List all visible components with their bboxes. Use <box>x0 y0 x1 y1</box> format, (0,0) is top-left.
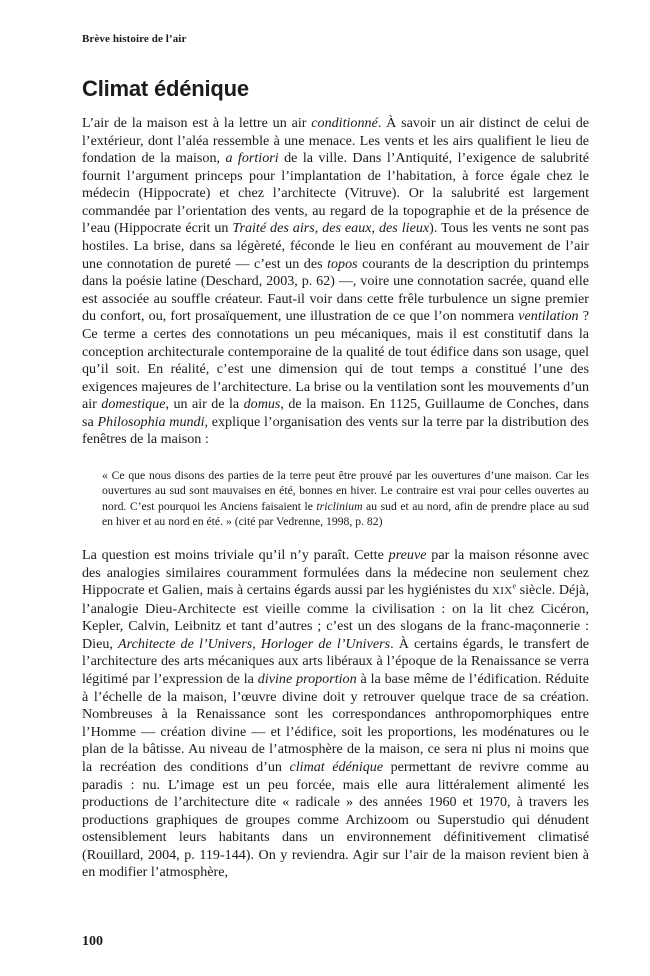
text-run: par la maison résonne avec des analogies similaires couramment formulées dans la médecine non seulement chez Hippocrate et Galien, mais à certains égards aussi par les hygiénistes du <box>82 547 590 599</box>
century-numeral: XIX <box>492 585 513 598</box>
text-run: , un air de la <box>165 396 244 413</box>
body-paragraph <box>82 547 589 882</box>
page-number: 100 <box>82 934 103 949</box>
italic-term: ventilation <box>518 308 579 325</box>
section-title: Climat édénique <box>82 76 249 101</box>
italic-term: triclinium <box>316 499 363 513</box>
century-superscript: e <box>512 581 517 591</box>
text-run: . À certains égards, le transfert de l’architecture des arts mécaniques aux arts libéraux à l’époque de la Renaissance se verra légitimé par l’expression de la <box>82 635 590 688</box>
running-head: Brève histoire de l’air <box>82 33 187 45</box>
text-run: à la base même de l’édification. Réduite à l’échelle de la maison, l’œuvre divine doit y retrouver quelque trace de sa création. Nombreuses à la Renaissance sont les correspondances anthropomorphiques entre l’Homme — création divine — et l’édifice, soit les proportions, les modénatures ou le plan de la bâtisse. Au niveau de l’atmosphère de la maison, ce sera ni plus ni moins que la recréation des conditions d’un <box>82 671 589 775</box>
italic-term: a fortiori <box>225 150 279 167</box>
text-run: permettant de revivre comme au paradis : nu. L’image est un peu forcée, mais elle aura littéralement alimenté les productions de l’architecture dite « radicale » des années 1960 et 1970, à travers les productions graphiques de groupes comme Archizoom ou Superstudio qui dénudent ostensiblement leurs habitants dans un environnement définitivement climatisé (Rouillard, 2004, p. 119-144). On y reviendra. Agir sur l’air de la maison revient bien à en modifier l’atmosphère, <box>82 758 589 881</box>
text-run: , explique l’organisation des vents sur la terre par la distribution des fenêtres de la maison : <box>82 413 589 448</box>
text-run: . À savoir un air distinct de celui de l’extérieur, dont l’aléa ressemble à une menace. Les vents et les airs qualifient le lieu de fondation de la maison, <box>82 115 589 167</box>
body-paragraph <box>82 115 589 449</box>
text-run: courants de la description du printemps dans la poésie latine (Deschard, 2003, p. 62) —, voire une connotation sacrée, quand elle est associée au souffle créateur. Faut-il voir dans cette frêle turbulence un signe premier du confort, ou, fort prosaïquement, une illustration de ce que l’on nommera <box>82 255 589 325</box>
text-run: L’air de la maison est à la lettre un air <box>82 115 312 131</box>
text-run: au sud et au nord, afin de prendre place au sud en hiver et au nord en été. » (cité par Vedrenne, 1998, p. 82) <box>102 499 589 529</box>
block-quote <box>102 468 589 530</box>
italic-term: preuve <box>388 547 427 563</box>
text-run: de la ville. Dans l’Antiquité, l’exigence de salubrité fournit l’argument princeps pour l’implantation de l’habitation, à force égale chez le médecin (Hippocrate) et chez l’architecte (Vitruve). Or la salubrité est largement commandée par l’orientation des vents, au regard de la topographie et de la présence de l’eau (Hippocrate écrit un <box>82 150 589 237</box>
italic-term: domus <box>243 396 281 413</box>
text-run: La question est moins triviale qu’il n’y paraît. Cette <box>82 547 389 563</box>
italic-term: climat édénique <box>289 758 384 775</box>
book-title: Philosophia mundi <box>97 413 205 430</box>
italic-term: conditionné <box>311 115 378 131</box>
text-run: siècle. Déjà, l’analogie Dieu-Architecte est vieille comme la civilisation : on la lit chez Cicéron, Kepler, Calvin, Leibnitz et tant d’autres ; c’est un des slogans de la franc-maçonnerie : Dieu, <box>82 582 590 652</box>
italic-term: domestique <box>101 396 166 413</box>
italic-term: Architecte de l’Univers, Horloger de l’Univers <box>118 635 391 652</box>
text-run: ? Ce terme a certes des connotations un peu mécaniques, mais il est constitutif dans la conception architecturale contemporaine de la qualité de tout édifice dans son usage, quel qu’il soit. En réalité, c’est une dimension qui de tout temps a constitué l’une des exigences majeures de l’architecture. La brise ou la ventilation sont les mouvements d’un air <box>82 308 590 413</box>
text-run: « Ce que nous disons des parties de la terre peut être prouvé par les ouvertures d’une maison. Car les ouvertures au sud sont mauvaises en été, bonnes en hiver. Le contraire est vrai pour celles ouvertes au nord. C’est pourquoi les Anciens faisaient le <box>102 469 589 513</box>
italic-term: divine proportion <box>257 671 357 688</box>
book-title: Traité des airs, des eaux, des lieux <box>232 220 430 237</box>
italic-term: topos <box>327 255 358 272</box>
text-run: ). Tous les vents ne sont pas hostiles. La brise, dans sa légèreté, féconde le lieu en conférant au mouvement de l’air une connotation de pureté — c’est un des <box>82 220 590 272</box>
text-run: , de la maison. En 1125, Guillaume de Conches, dans sa <box>82 396 590 430</box>
